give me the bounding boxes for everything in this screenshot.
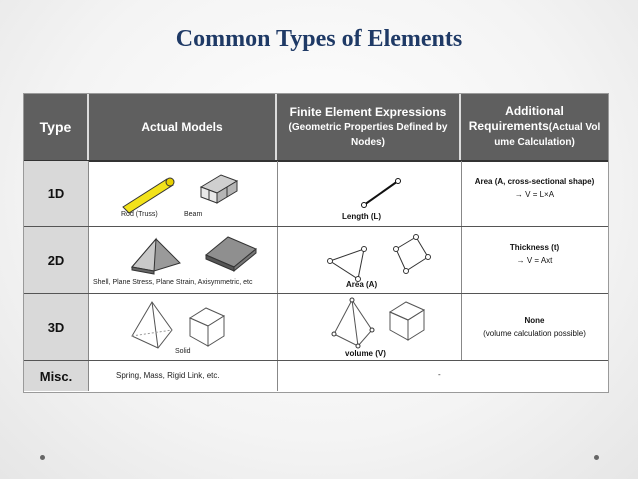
row-type-2d: 2D (24, 227, 89, 293)
beam-icon (199, 173, 239, 207)
req-3d-line2: (volume calculation possible) (483, 329, 586, 338)
footer-dot-left (40, 455, 45, 460)
fe-label-area: Area (A) (346, 280, 378, 289)
triangle-shell-icon (128, 237, 184, 275)
table-header (24, 94, 608, 162)
req-3d-line1: None (524, 316, 545, 325)
volume-elements-icon (330, 298, 430, 350)
column-divider (277, 294, 278, 360)
requirement-3d (461, 314, 608, 340)
req-1d-line2: → V = L×A (514, 190, 555, 199)
cube-solid-icon (184, 304, 228, 348)
tetrahedron-solid-icon (128, 300, 178, 352)
line-element-icon (324, 173, 404, 213)
table-row-1d (24, 161, 608, 227)
header-actual-models: Actual Models (89, 94, 277, 160)
header-add-line2a: Requirements (468, 119, 549, 133)
footer-dot-right (594, 455, 599, 460)
header-add-line1: Additional (505, 104, 564, 118)
slide-title: Common Types of Elements (175, 26, 463, 52)
table-row-2d (24, 227, 608, 294)
row-type-1d: 1D (24, 161, 89, 226)
row-type-misc: Misc. (24, 361, 89, 391)
model-label-misc: Spring, Mass, Rigid Link, etc. (116, 371, 220, 380)
column-divider (277, 227, 278, 293)
header-fe-line3: Nodes) (351, 136, 385, 148)
table-row-misc (24, 361, 608, 391)
header-add-line2b: (Actual Vol (548, 122, 601, 133)
fe-label-volume: volume (V) (345, 349, 386, 358)
requirement-1d (461, 175, 608, 201)
requirement-2d (461, 241, 608, 267)
header-add-line3: ume Calculation) (494, 137, 575, 148)
rod-truss-icon (119, 175, 179, 211)
area-elements-icon (324, 233, 434, 281)
quad-shell-icon (200, 235, 260, 275)
fe-label-length: Length (L) (342, 212, 382, 221)
row-type-3d: 3D (24, 294, 89, 360)
model-label-beam: Beam (184, 211, 203, 218)
req-1d-line1: Area (A, cross-sectional shape) (474, 177, 595, 186)
model-label-rod: Rod (Truss) (121, 211, 158, 218)
model-label-shell: Shell, Plane Stress, Plane Strain, Axisymmetric, etc (93, 279, 253, 286)
header-additional-requirements (461, 94, 608, 160)
header-fe-line1: Finite Element Expressions (289, 104, 447, 119)
column-divider (277, 161, 278, 226)
element-types-table (23, 93, 609, 393)
model-label-solid: Solid (175, 348, 191, 355)
header-type: Type (24, 94, 89, 160)
req-2d-line1: Thickness (t) (509, 243, 560, 252)
table-row-3d (24, 294, 608, 361)
column-divider (277, 361, 278, 391)
header-fe-expressions (277, 94, 461, 160)
header-fe-line2: (Geometric Properties Defined by (288, 121, 448, 133)
req-2d-line2: → V = Axt (516, 256, 553, 265)
fe-label-misc: - (438, 370, 441, 379)
